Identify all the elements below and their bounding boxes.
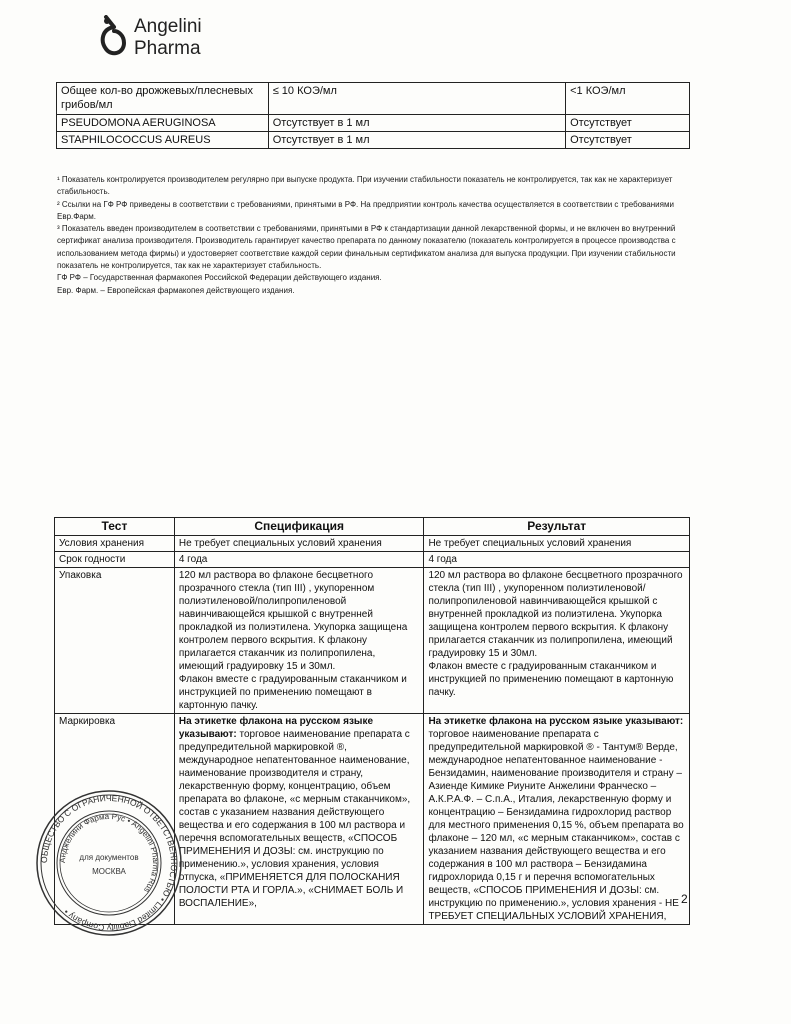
header-spec: Спецификация	[174, 518, 424, 536]
package-result-text: 120 мл раствора во флаконе бесцветного прозрачного стекла (тип III) , укупоренном полиэтиленовой/полипропиленовой навинчивающейся крышкой с внутренней прокладкой из полиэтилена. Укупорка защищена контролем первого вскрытия. К флакону прилагается стаканчик из полипропилена, имеющий градуировку 15 и 30мл.	[428, 570, 683, 659]
result-cell: <1 КОЭ/мл	[566, 83, 690, 115]
table-row	[57, 83, 690, 115]
table-row	[57, 132, 690, 149]
marking-result-lead: На этикетке флакона на русском языке указывают:	[428, 716, 684, 727]
footnote-3: ³ Показатель введен производителем в соответствии с требованиями, принятыми в РФ к стандартизации данной лекарственной формы, и не включен во внутренний сертификат анализа производителя. Производитель гарантирует качество препарата по данному показателю (показатель контролируется в процессе производства с использованием метода фирмы) и удостоверяет соответствие каждой серии финальным сертификатом анализа для выпуска продукции. При изучении стабильности показатель не контролируется, так как не характеризует стабильность.	[57, 224, 676, 271]
result-cell	[424, 714, 690, 925]
marking-result-text: торговое наименование препарата с предупредительной маркировкой ® - Тантум® Верде, международное непатентованное наименование - Бензидамин, наименование производителя и страну – Азиенде Кимике Риуните Анжелини Франческо – А.К.Р.А.Ф. – С.п.А., Италия, лекарственную форму и концентрацию – Бензидамина гидрохлорид раствор для местного применения 0,15 %, объем препарата во флаконе – 120 мл, «с мерным стаканчиком», состав с указанием названия действующего вещества и его содержания в 100 мл раствора – Бензидамина гидрохлорида 0,15 г и перечня вспомогательных веществ, «СПОСОБ ПРИМЕНЕНИЯ И ДОЗЫ: см. инструкцию по применению.», условия хранения - НЕ ТРЕБУЕТ СПЕЦИАЛЬНЫХ УСЛОВИЙ ХРАНЕНИЯ,	[428, 729, 684, 922]
test-name-cell: STAPHILOCOCCUS AUREUS	[57, 132, 269, 149]
result-cell: Не требует специальных условий хранения	[424, 536, 690, 552]
marking-spec-text: торговое наименование препарата с предупредительной маркировкой ®, международное непатентованное наименование, наименование производителя и страну, лекарственную форму, концентрацию, объем препарата во флаконе, «с мерным стаканчиком», состав с указанием названия действующего вещества и его содержания в 100 мл раствора и перечня вспомогательных веществ, «СПОСОБ ПРИМЕНЕНИЯ И ДОЗЫ: см. инструкцию по применению.», условия хранения, условия отпуска, «ПРИМЕНЯЕТСЯ ДЛЯ ПОЛОСКАНИЯ ПОЛОСТИ РТА И ГОРЛА.», «СНИМАЕТ БОЛЬ И ВОСПАЛЕНИЕ»,	[178, 729, 411, 909]
stamp-outer-text: ОБЩЕСТВО С ОГРАНИЧЕННОЙ ОТВЕТСТВЕННОСТЬЮ • Limited Liability Company •	[38, 792, 180, 934]
brand-line2: Pharma	[134, 38, 201, 59]
footnotes	[57, 174, 692, 297]
spec-cell: Отсутствует в 1 мл	[268, 132, 565, 149]
footnote-1: ¹ Показатель контролируется производителем регулярно при выпуске продукта. При изучении стабильности показатель не контролируется, так как не характеризует стабильность.	[57, 175, 673, 197]
brand-line1: Angelini	[134, 16, 202, 37]
result-cell: 4 года	[424, 552, 690, 568]
table-row	[57, 115, 690, 132]
result-cell	[424, 568, 690, 714]
header-test: Тест	[55, 518, 175, 536]
footnote-gf: ГФ РФ – Государственная фармакопея Российской Федерации действующего издания.	[57, 273, 382, 283]
microbiology-table	[56, 82, 690, 149]
package-result-text-2: Флакон вместе с градуированным стаканчиком и инструкцией по применению помещают в картонную пачку.	[428, 661, 674, 698]
test-name-cell: Срок годности	[55, 552, 175, 568]
table-header-row	[55, 518, 690, 536]
table-row	[55, 568, 690, 714]
test-name-cell: PSEUDOMONA AERUGINOSA	[57, 115, 269, 132]
spec-cell: Отсутствует в 1 мл	[268, 115, 565, 132]
spec-cell: ≤ 10 КОЭ/мл	[268, 83, 565, 115]
test-name-cell: Общее кол-во дрожжевых/плесневых грибов/мл	[57, 83, 269, 115]
spec-cell: Не требует специальных условий хранения	[174, 536, 424, 552]
test-name-cell: Условия хранения	[55, 536, 175, 552]
brand-name	[134, 16, 202, 60]
package-spec-text-2: Флакон вместе с градуированным стаканчиком и инструкцией по применению помещают в картонную пачку.	[178, 674, 407, 711]
spec-cell: 4 года	[174, 552, 424, 568]
header-result: Результат	[424, 518, 690, 536]
angelini-logo-icon	[98, 15, 128, 63]
spec-cell	[174, 714, 424, 925]
company-stamp-icon	[34, 788, 184, 938]
result-cell: Отсутствует	[566, 132, 690, 149]
stamp-inner-text: Анджелини Фарма Рус • Angelini Pharma Rus	[57, 811, 161, 895]
package-spec-text: 120 мл раствора во флаконе бесцветного прозрачного стекла (тип III) , укупоренном полиэтиленовой/полипропиленовой навинчивающейся крышкой с внутренней прокладкой из полиэтилена. Укупорка защищена контролем первого вскрытия. К флакону прилагается стаканчик из полипропилена, имеющий градуировку 15 и 30мл.	[178, 570, 408, 672]
page-number: 2	[681, 892, 688, 906]
marking-spec-lead: На этикетке флакона на русском языке указывают:	[178, 716, 374, 740]
spec-cell	[174, 568, 424, 714]
result-cell: Отсутствует	[566, 115, 690, 132]
test-name-cell: Маркировка	[55, 714, 175, 925]
footnote-2: ² Ссылки на ГФ РФ приведены в соответствии с требованиями, принятыми в РФ. На предприятии контроль качества осуществляется в соответствии с требованиями Евр.Фарм.	[57, 199, 674, 221]
stamp-center-text: для документов	[79, 853, 139, 862]
table-row	[55, 552, 690, 568]
footnote-evr: Евр. Фарм. – Европейская фармакопея действующего издания.	[57, 285, 295, 295]
table-row	[55, 536, 690, 552]
test-name-cell: Упаковка	[55, 568, 175, 714]
stamp-city-text: МОСКВА	[92, 867, 126, 876]
